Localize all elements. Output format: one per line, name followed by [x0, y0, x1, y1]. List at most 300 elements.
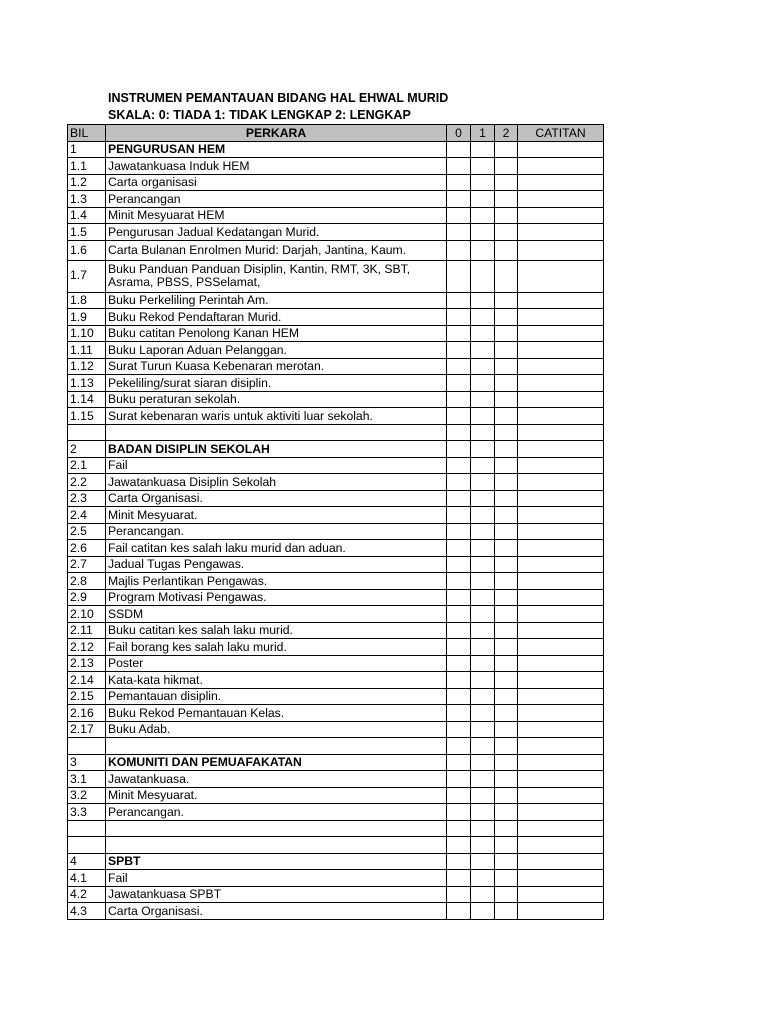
cell-bil: 2.3	[68, 490, 106, 507]
cell-score-0[interactable]	[447, 589, 471, 606]
cell-score-0[interactable]	[447, 191, 471, 208]
table-row	[68, 886, 604, 903]
cell-perkara: KOMUNITI DAN PEMUAFAKATAN	[106, 754, 447, 771]
cell-score-2[interactable]	[495, 721, 518, 738]
cell-catitan[interactable]	[518, 721, 604, 738]
cell-perkara: Surat kebenaran waris untuk aktiviti luar sekolah.	[106, 408, 447, 425]
cell-score-1[interactable]	[471, 573, 495, 590]
cell-score-1[interactable]	[471, 787, 495, 804]
cell-score-2[interactable]	[495, 260, 518, 292]
cell-score-2[interactable]	[495, 837, 518, 854]
cell-score-1[interactable]	[471, 158, 495, 175]
cell-score-0[interactable]	[447, 870, 471, 887]
cell-score-1[interactable]	[471, 738, 495, 755]
cell-score-1[interactable]	[471, 705, 495, 722]
cell-score-2[interactable]	[495, 705, 518, 722]
cell-score-2[interactable]	[495, 424, 518, 441]
cell-bil: 1.5	[68, 224, 106, 241]
cell-catitan[interactable]	[518, 523, 604, 540]
cell-score-2[interactable]	[495, 540, 518, 557]
cell-score-1[interactable]	[471, 207, 495, 224]
cell-score-2[interactable]	[495, 903, 518, 920]
cell-catitan[interactable]	[518, 870, 604, 887]
table-row	[68, 474, 604, 491]
cell-score-0[interactable]	[447, 174, 471, 191]
cell-score-0[interactable]	[447, 886, 471, 903]
table-row	[68, 787, 604, 804]
cell-score-1[interactable]	[471, 606, 495, 623]
cell-score-1[interactable]	[471, 441, 495, 458]
cell-catitan[interactable]	[518, 655, 604, 672]
cell-score-0[interactable]	[447, 573, 471, 590]
cell-bil: 1.2	[68, 174, 106, 191]
cell-score-0[interactable]	[447, 408, 471, 425]
cell-bil: 1.14	[68, 391, 106, 408]
cell-score-0[interactable]	[447, 490, 471, 507]
cell-score-2[interactable]	[495, 870, 518, 887]
cell-score-1[interactable]	[471, 260, 495, 292]
cell-catitan[interactable]	[518, 573, 604, 590]
cell-score-1[interactable]	[471, 240, 495, 260]
cell-bil: 1.12	[68, 358, 106, 375]
cell-score-2[interactable]	[495, 490, 518, 507]
cell-score-1[interactable]	[471, 457, 495, 474]
table-row	[68, 820, 604, 837]
table-row	[68, 639, 604, 656]
cell-score-2[interactable]	[495, 622, 518, 639]
cell-score-0[interactable]	[447, 207, 471, 224]
cell-score-2[interactable]	[495, 556, 518, 573]
cell-score-0[interactable]	[447, 292, 471, 309]
cell-score-1[interactable]	[471, 688, 495, 705]
cell-catitan[interactable]	[518, 787, 604, 804]
cell-score-1[interactable]	[471, 309, 495, 326]
cell-score-1[interactable]	[471, 886, 495, 903]
cell-score-1[interactable]	[471, 375, 495, 392]
cell-score-1[interactable]	[471, 622, 495, 639]
cell-score-0[interactable]	[447, 523, 471, 540]
cell-score-2[interactable]	[495, 141, 518, 158]
table-row	[68, 391, 604, 408]
cell-bil: 4.3	[68, 903, 106, 920]
cell-score-1[interactable]	[471, 224, 495, 241]
cell-score-0[interactable]	[447, 540, 471, 557]
cell-score-0[interactable]	[447, 639, 471, 656]
table-row	[68, 408, 604, 425]
table-row	[68, 309, 604, 326]
cell-catitan[interactable]	[518, 507, 604, 524]
cell-score-1[interactable]	[471, 655, 495, 672]
cell-score-1[interactable]	[471, 358, 495, 375]
cell-catitan[interactable]	[518, 424, 604, 441]
cell-bil: 3.3	[68, 804, 106, 821]
cell-score-1[interactable]	[471, 903, 495, 920]
table-row	[68, 837, 604, 854]
cell-score-1[interactable]	[471, 507, 495, 524]
table-row	[68, 342, 604, 359]
cell-score-0[interactable]	[447, 820, 471, 837]
cell-score-1[interactable]	[471, 141, 495, 158]
cell-score-2[interactable]	[495, 655, 518, 672]
cell-bil: 2.6	[68, 540, 106, 557]
cell-score-0[interactable]	[447, 655, 471, 672]
cell-perkara: Jawatankuasa Disiplin Sekolah	[106, 474, 447, 491]
table-row	[68, 325, 604, 342]
cell-perkara: Carta Bulanan Enrolmen Murid: Darjah, Jantina, Kaum.	[106, 240, 447, 260]
cell-score-2[interactable]	[495, 820, 518, 837]
cell-score-2[interactable]	[495, 523, 518, 540]
cell-score-1[interactable]	[471, 820, 495, 837]
cell-score-1[interactable]	[471, 490, 495, 507]
cell-catitan[interactable]	[518, 260, 604, 292]
cell-perkara: Fail catitan kes salah laku murid dan aduan.	[106, 540, 447, 557]
cell-perkara: Jadual Tugas Pengawas.	[106, 556, 447, 573]
cell-perkara: Fail	[106, 457, 447, 474]
cell-score-2[interactable]	[495, 738, 518, 755]
cell-score-1[interactable]	[471, 870, 495, 887]
table-row	[68, 507, 604, 524]
cell-score-1[interactable]	[471, 174, 495, 191]
cell-score-2[interactable]	[495, 325, 518, 342]
header-catitan: CATITAN	[518, 125, 604, 142]
cell-perkara: Fail borang kes salah laku murid.	[106, 639, 447, 656]
cell-bil: 2.12	[68, 639, 106, 656]
cell-score-2[interactable]	[495, 375, 518, 392]
cell-catitan[interactable]	[518, 622, 604, 639]
cell-score-2[interactable]	[495, 507, 518, 524]
table-row	[68, 688, 604, 705]
cell-catitan[interactable]	[518, 375, 604, 392]
cell-score-0[interactable]	[447, 358, 471, 375]
cell-perkara: Buku catitan Penolong Kanan HEM	[106, 325, 447, 342]
cell-score-2[interactable]	[495, 688, 518, 705]
cell-perkara: Minit Mesyuarat.	[106, 507, 447, 524]
cell-score-1[interactable]	[471, 292, 495, 309]
cell-score-0[interactable]	[447, 424, 471, 441]
cell-score-2[interactable]	[495, 191, 518, 208]
cell-bil: 1.9	[68, 309, 106, 326]
cell-catitan[interactable]	[518, 820, 604, 837]
table-row	[68, 589, 604, 606]
cell-perkara: Pekeliling/surat siaran disiplin.	[106, 375, 447, 392]
cell-perkara: Pengurusan Jadual Kedatangan Murid.	[106, 224, 447, 241]
cell-catitan[interactable]	[518, 391, 604, 408]
cell-catitan[interactable]	[518, 342, 604, 359]
cell-score-2[interactable]	[495, 606, 518, 623]
cell-score-0[interactable]	[447, 705, 471, 722]
cell-bil: 1.3	[68, 191, 106, 208]
cell-score-2[interactable]	[495, 309, 518, 326]
cell-bil: 2.14	[68, 672, 106, 689]
cell-bil: 1	[68, 141, 106, 158]
cell-perkara: Buku Rekod Pendaftaran Murid.	[106, 309, 447, 326]
cell-score-1[interactable]	[471, 721, 495, 738]
table-row	[68, 540, 604, 557]
cell-score-0[interactable]	[447, 738, 471, 755]
cell-catitan[interactable]	[518, 556, 604, 573]
header-score-2: 2	[495, 125, 518, 142]
table-row	[68, 606, 604, 623]
cell-score-2[interactable]	[495, 207, 518, 224]
cell-perkara	[106, 837, 447, 854]
cell-perkara: Jawatankuasa Induk HEM	[106, 158, 447, 175]
cell-score-2[interactable]	[495, 853, 518, 870]
cell-catitan[interactable]	[518, 325, 604, 342]
cell-bil: 1.1	[68, 158, 106, 175]
cell-score-0[interactable]	[447, 672, 471, 689]
cell-catitan[interactable]	[518, 358, 604, 375]
cell-bil: 2.1	[68, 457, 106, 474]
cell-catitan[interactable]	[518, 158, 604, 175]
table-row	[68, 754, 604, 771]
cell-score-0[interactable]	[447, 391, 471, 408]
cell-score-1[interactable]	[471, 853, 495, 870]
table-row	[68, 375, 604, 392]
cell-bil: 2.11	[68, 622, 106, 639]
cell-score-0[interactable]	[447, 375, 471, 392]
cell-catitan[interactable]	[518, 240, 604, 260]
cell-score-2[interactable]	[495, 457, 518, 474]
cell-bil: 1.8	[68, 292, 106, 309]
cell-score-0[interactable]	[447, 837, 471, 854]
cell-score-2[interactable]	[495, 589, 518, 606]
cell-perkara: Carta organisasi	[106, 174, 447, 191]
cell-catitan[interactable]	[518, 174, 604, 191]
cell-score-1[interactable]	[471, 408, 495, 425]
cell-score-0[interactable]	[447, 754, 471, 771]
cell-bil: 3	[68, 754, 106, 771]
cell-bil: 4.2	[68, 886, 106, 903]
cell-catitan[interactable]	[518, 141, 604, 158]
table-row	[68, 224, 604, 241]
table-row	[68, 174, 604, 191]
cell-perkara: Buku peraturan sekolah.	[106, 391, 447, 408]
cell-score-0[interactable]	[447, 158, 471, 175]
cell-bil: 4	[68, 853, 106, 870]
cell-score-0[interactable]	[447, 556, 471, 573]
table-header-row	[68, 125, 604, 142]
table-row	[68, 441, 604, 458]
cell-score-2[interactable]	[495, 886, 518, 903]
cell-bil: 2.7	[68, 556, 106, 573]
cell-catitan[interactable]	[518, 540, 604, 557]
cell-score-2[interactable]	[495, 391, 518, 408]
cell-bil: 2.17	[68, 721, 106, 738]
cell-bil: 2.16	[68, 705, 106, 722]
cell-catitan[interactable]	[518, 292, 604, 309]
cell-score-0[interactable]	[447, 474, 471, 491]
cell-score-0[interactable]	[447, 325, 471, 342]
cell-score-2[interactable]	[495, 474, 518, 491]
cell-score-2[interactable]	[495, 292, 518, 309]
cell-bil: 1.15	[68, 408, 106, 425]
cell-score-2[interactable]	[495, 342, 518, 359]
cell-score-2[interactable]	[495, 441, 518, 458]
cell-score-1[interactable]	[471, 804, 495, 821]
cell-score-0[interactable]	[447, 441, 471, 458]
cell-bil	[68, 837, 106, 854]
cell-perkara: Perancangan	[106, 191, 447, 208]
table-row	[68, 457, 604, 474]
cell-perkara: Buku catitan kes salah laku murid.	[106, 622, 447, 639]
cell-catitan[interactable]	[518, 672, 604, 689]
cell-bil	[68, 738, 106, 755]
cell-score-0[interactable]	[447, 903, 471, 920]
cell-score-1[interactable]	[471, 325, 495, 342]
cell-score-0[interactable]	[447, 309, 471, 326]
cell-score-0[interactable]	[447, 507, 471, 524]
cell-score-1[interactable]	[471, 540, 495, 557]
cell-score-1[interactable]	[471, 191, 495, 208]
cell-catitan[interactable]	[518, 837, 604, 854]
table-row	[68, 424, 604, 441]
cell-score-0[interactable]	[447, 342, 471, 359]
cell-catitan[interactable]	[518, 705, 604, 722]
cell-score-2[interactable]	[495, 408, 518, 425]
table-row	[68, 141, 604, 158]
cell-score-1[interactable]	[471, 754, 495, 771]
cell-score-0[interactable]	[447, 260, 471, 292]
cell-score-2[interactable]	[495, 639, 518, 656]
cell-perkara: Buku Adab.	[106, 721, 447, 738]
cell-perkara	[106, 424, 447, 441]
header-score-1: 1	[471, 125, 495, 142]
cell-score-0[interactable]	[447, 787, 471, 804]
table-row	[68, 705, 604, 722]
cell-perkara: Majlis Perlantikan Pengawas.	[106, 573, 447, 590]
table-row	[68, 240, 604, 260]
cell-perkara: Carta Organisasi.	[106, 903, 447, 920]
table-row	[68, 158, 604, 175]
cell-catitan[interactable]	[518, 441, 604, 458]
cell-catitan[interactable]	[518, 853, 604, 870]
header-score-0: 0	[447, 125, 471, 142]
cell-catitan[interactable]	[518, 207, 604, 224]
cell-catitan[interactable]	[518, 474, 604, 491]
table-row	[68, 523, 604, 540]
cell-bil: 3.1	[68, 771, 106, 788]
cell-score-2[interactable]	[495, 754, 518, 771]
cell-catitan[interactable]	[518, 606, 604, 623]
table-row	[68, 622, 604, 639]
cell-perkara: PENGURUSAN HEM	[106, 141, 447, 158]
table-row	[68, 870, 604, 887]
cell-score-2[interactable]	[495, 224, 518, 241]
cell-perkara: Fail	[106, 870, 447, 887]
cell-score-0[interactable]	[447, 224, 471, 241]
cell-bil: 2.2	[68, 474, 106, 491]
cell-catitan[interactable]	[518, 688, 604, 705]
cell-bil: 1.6	[68, 240, 106, 260]
cell-catitan[interactable]	[518, 804, 604, 821]
cell-perkara: Perancangan.	[106, 523, 447, 540]
title-line-1: INSTRUMEN PEMANTAUAN BIDANG HAL EHWAL MURID	[108, 91, 449, 105]
cell-score-1[interactable]	[471, 342, 495, 359]
cell-catitan[interactable]	[518, 639, 604, 656]
cell-catitan[interactable]	[518, 738, 604, 755]
cell-score-0[interactable]	[447, 853, 471, 870]
cell-catitan[interactable]	[518, 309, 604, 326]
cell-catitan[interactable]	[518, 771, 604, 788]
cell-bil: 2.8	[68, 573, 106, 590]
cell-score-0[interactable]	[447, 457, 471, 474]
cell-score-1[interactable]	[471, 672, 495, 689]
cell-score-0[interactable]	[447, 804, 471, 821]
cell-bil: 2.13	[68, 655, 106, 672]
cell-score-2[interactable]	[495, 358, 518, 375]
cell-score-2[interactable]	[495, 174, 518, 191]
cell-score-0[interactable]	[447, 622, 471, 639]
document-title	[108, 90, 448, 124]
cell-perkara: Buku Laporan Aduan Pelanggan.	[106, 342, 447, 359]
cell-perkara: Jawatankuasa.	[106, 771, 447, 788]
cell-score-1[interactable]	[471, 391, 495, 408]
cell-bil: 3.2	[68, 787, 106, 804]
cell-score-1[interactable]	[471, 424, 495, 441]
cell-catitan[interactable]	[518, 191, 604, 208]
cell-score-1[interactable]	[471, 837, 495, 854]
cell-perkara	[106, 738, 447, 755]
table-row	[68, 771, 604, 788]
cell-score-1[interactable]	[471, 771, 495, 788]
table-row	[68, 804, 604, 821]
cell-catitan[interactable]	[518, 408, 604, 425]
cell-perkara: Minit Mesyuarat.	[106, 787, 447, 804]
table-row	[68, 573, 604, 590]
table-row	[68, 903, 604, 920]
cell-catitan[interactable]	[518, 457, 604, 474]
cell-score-1[interactable]	[471, 474, 495, 491]
cell-catitan[interactable]	[518, 886, 604, 903]
cell-score-0[interactable]	[447, 141, 471, 158]
table-row	[68, 207, 604, 224]
cell-score-1[interactable]	[471, 556, 495, 573]
header-bil: BIL	[68, 125, 106, 142]
cell-bil: 1.10	[68, 325, 106, 342]
cell-score-0[interactable]	[447, 606, 471, 623]
cell-score-2[interactable]	[495, 240, 518, 260]
cell-score-2[interactable]	[495, 787, 518, 804]
cell-bil: 2.10	[68, 606, 106, 623]
cell-score-1[interactable]	[471, 589, 495, 606]
cell-bil: 1.11	[68, 342, 106, 359]
cell-catitan[interactable]	[518, 589, 604, 606]
table-row	[68, 292, 604, 309]
monitoring-table	[67, 124, 604, 920]
cell-catitan[interactable]	[518, 224, 604, 241]
cell-score-2[interactable]	[495, 573, 518, 590]
cell-score-0[interactable]	[447, 771, 471, 788]
cell-catitan[interactable]	[518, 754, 604, 771]
cell-bil: 1.13	[68, 375, 106, 392]
cell-score-2[interactable]	[495, 158, 518, 175]
cell-score-1[interactable]	[471, 639, 495, 656]
cell-score-2[interactable]	[495, 771, 518, 788]
title-line-2: SKALA: 0: TIADA 1: TIDAK LENGKAP 2: LENGKAP	[108, 108, 411, 122]
cell-catitan[interactable]	[518, 490, 604, 507]
cell-score-0[interactable]	[447, 688, 471, 705]
cell-catitan[interactable]	[518, 903, 604, 920]
cell-score-1[interactable]	[471, 523, 495, 540]
cell-score-0[interactable]	[447, 240, 471, 260]
table-row	[68, 191, 604, 208]
cell-bil	[68, 424, 106, 441]
cell-bil: 2.9	[68, 589, 106, 606]
cell-score-0[interactable]	[447, 721, 471, 738]
cell-score-2[interactable]	[495, 804, 518, 821]
cell-score-2[interactable]	[495, 672, 518, 689]
table-body	[68, 141, 604, 919]
